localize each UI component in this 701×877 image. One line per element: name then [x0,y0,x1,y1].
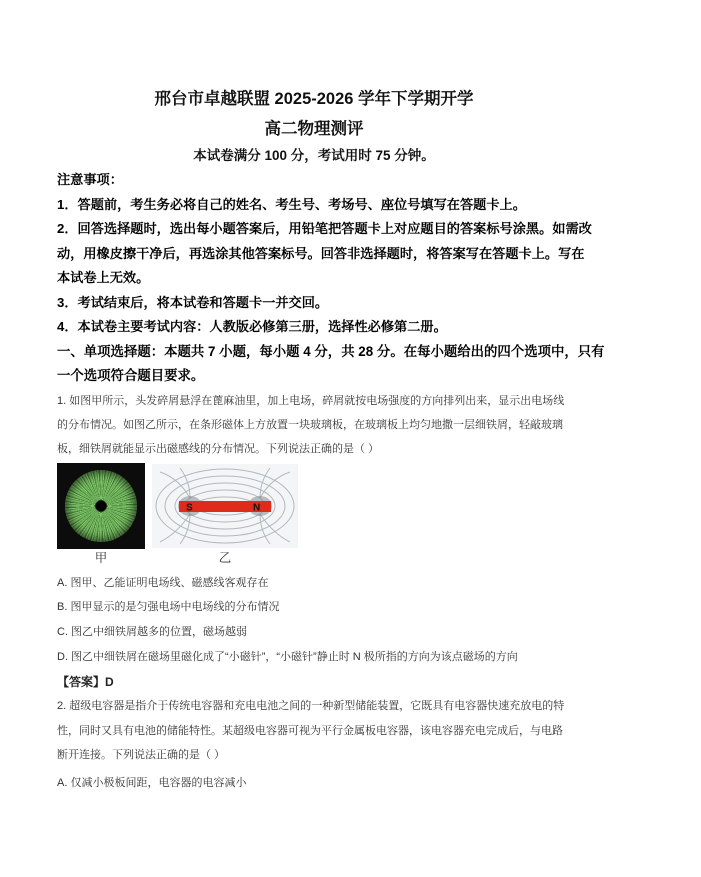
figure-yi-magnet-iron-filings-image [152,464,298,548]
question1-figures [57,463,571,549]
section1-heading-line2: 一个选项符合题目要求。 [57,368,205,383]
question1-options [57,571,571,670]
question1-option-b: B. 图甲显示的是匀强电场中电场线的分布情况 [57,601,280,614]
notices-heading: 注意事项： [57,172,123,187]
question1-option-d: D. 图乙中细铁屑在磁场里磁化成了“小磁针”，“小磁针”静止时 N 极所指的方向为该点磁场的方向 [57,650,518,663]
section1-heading [57,340,605,389]
question1-option-a: A. 图甲、乙能证明电场线、磁感线客观存在 [57,576,269,589]
electric-field-filings-disc [65,470,137,542]
figure-label-jia: 甲 [94,550,108,565]
exam-subtitle: 本试卷满分 100 分，考试用时 75 分钟。 [193,148,435,163]
exam-title-line1: 邢台市卓越联盟 2025-2026 学年下学期开学 [154,90,474,108]
question1-answer-line [57,670,571,695]
notices-block [57,168,592,340]
notice-line-2: 2．回答选择题时，选出每小题答案后，用铅笔把答题卡上对应题目的答案标号涂黑。如需改 [57,221,592,236]
notice-line-3: 3．考试结束后，将本试卷和答题卡一并交回。 [57,294,329,310]
figure-label-yi: 乙 [218,550,232,565]
question2-options [57,771,571,796]
question2-stem-line1: 2. 超级电容器是指介于传统电容器和充电电池之间的一种新型储能装置，它既具有电容器快速充放电的特 [57,700,565,713]
question1-option-c: C. 图乙中细铁屑越多的位置，磁场越弱 [57,626,248,639]
question-1 [57,389,571,695]
notice-line-4: 4．本试卷主要考试内容：人教版必修第三册，选择性必修第二册。 [57,319,447,334]
question1-stem-line2: 的分布情况。如图乙所示，在条形磁体上方放置一块玻璃板，在玻璃板上均匀地撒一层细铁屑，轻敲玻璃 [57,418,563,431]
notice-line-1: 1．答题前，考生务必将自己的姓名、考生号、考场号、座位号填写在答题卡上。 [57,196,526,212]
question2-option-a: A. 仅减小极板间距，电容器的电容减小 [57,776,247,789]
answer-value: D [105,674,114,689]
question2-stem-line3: 断开连接。下列说法正确的是（ ） [57,749,226,762]
figure-labels-row [57,549,571,567]
magnet-north-pole-label: N [253,502,261,513]
section1-heading-line1: 一、单项选择题：本题共 7 小题，每小题 4 分，共 28 分。在每小题给出的四个选项中，只有 [57,343,605,359]
question-2 [57,694,571,795]
answer-label: 【答案】 [57,674,106,689]
exam-title-line2: 高二物理测评 [264,120,364,138]
question2-stem-line2: 性，同时又具有电池的储能特性。某超级电容器可视为平行金属板电容器，该电容器充电完成后，与电路 [57,724,563,737]
notice-line-2-cont: 动，用橡皮擦干净后，再选涂其他答案标号。回答非选择题时，将答案写在答题卡上。写在 [57,245,585,261]
exam-content [57,84,605,796]
question1-stem-line1: 1. 如图甲所示，头发碎屑悬浮在蓖麻油里，加上电场，碎屑就按电场强度的方向排列出来，显示出电场线 [57,394,565,407]
question1-stem-line3: 板，细铁屑就能显示出磁感线的分布情况。下列说法正确的是（ ） [57,442,380,455]
figure-jia-electric-field-pattern-image [57,463,145,549]
notice-line-2-end: 本试卷上无效。 [57,270,150,285]
magnet-south-pole-label: S [186,502,193,513]
